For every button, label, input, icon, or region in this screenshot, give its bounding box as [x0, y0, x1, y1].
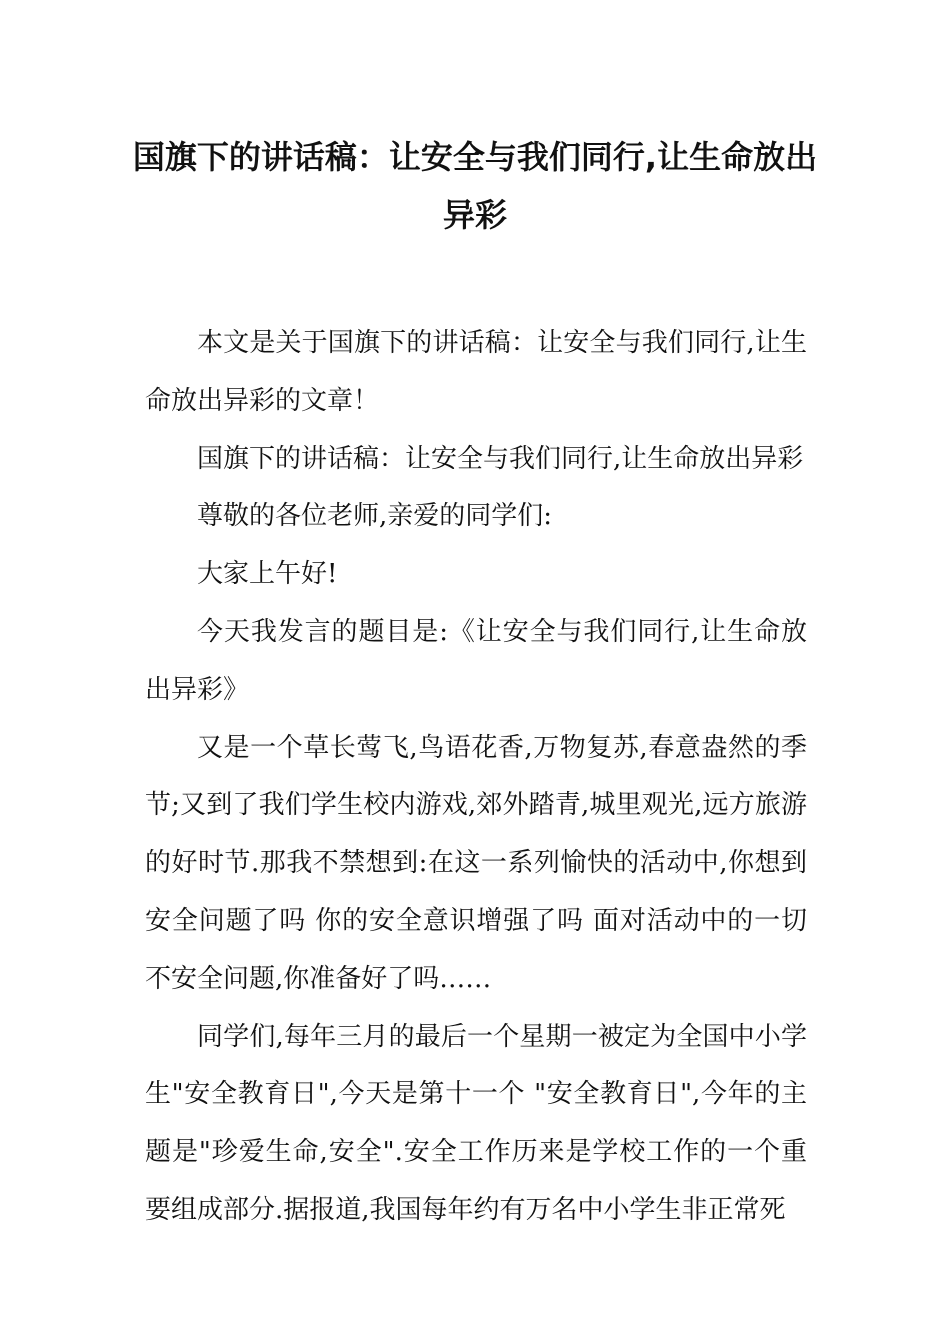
- paragraph: 尊敬的各位老师,亲爱的同学们:: [197, 501, 553, 532]
- paragraph: 今天我发言的题目是:《让安全与我们同行,让生命放出异彩》: [145, 616, 807, 705]
- document-body: [145, 315, 807, 1240]
- paragraph: 本文是关于国旗下的讲话稿：让安全与我们同行,让生命放出异彩的文章！: [145, 328, 807, 416]
- paragraph: 大家上午好!: [197, 559, 338, 590]
- paragraph: 又是一个草长莺飞,鸟语花香,万物复苏,春意盎然的季节;又到了我们学生校内游戏,郊外踏青,城里观光,远方旅游的好时节.那我不禁想到:在这一系列愉快的活动中,你想到安全问题了吗 你的安全意识增强了吗 面对活动中的一切不安全问题,你准备好了吗……: [145, 732, 807, 994]
- paragraph: 同学们,每年三月的最后一个星期一被定为全国中小学生"安全教育日",今天是第十一个 "安全教育日",今年的主题是"珍爱生命,安全".安全工作历来是学校工作的一个重要组成部分.据报道,我国每年约有万名中小学生非正常死: [145, 1021, 807, 1225]
- paragraph: 国旗下的讲话稿：让安全与我们同行,让生命放出异彩: [197, 443, 804, 474]
- document-title: 国旗下的讲话稿：让安全与我们同行,让生命放出异彩: [132, 138, 818, 234]
